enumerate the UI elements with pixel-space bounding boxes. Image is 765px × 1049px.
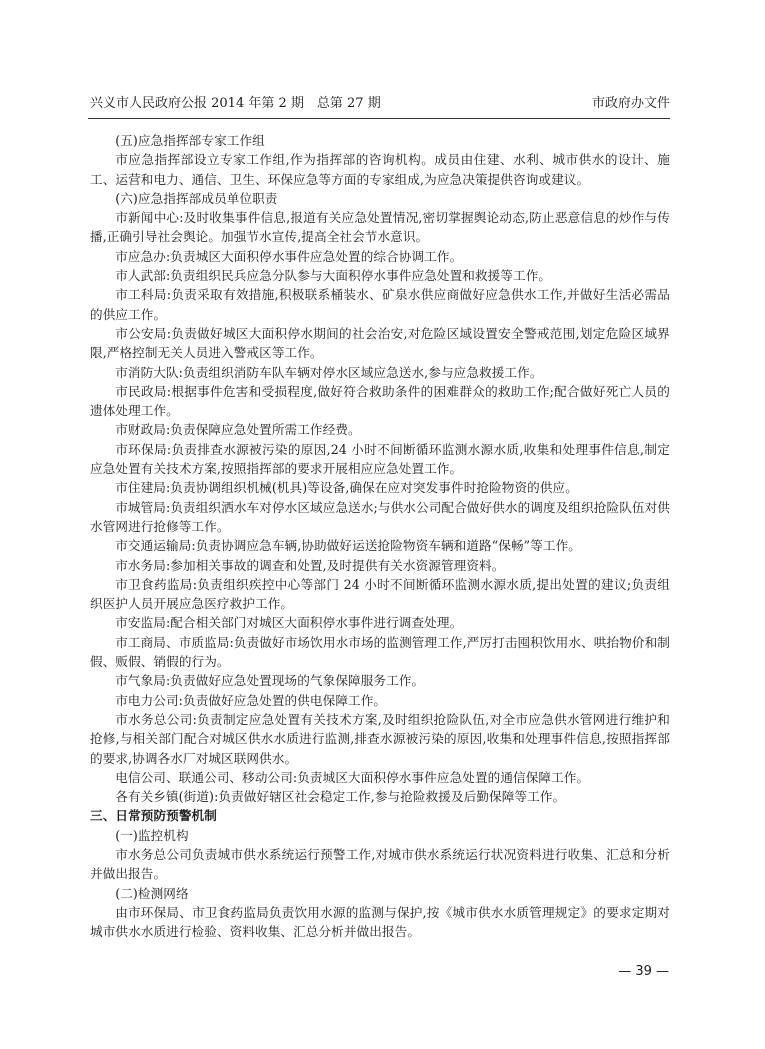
paragraph: 市工科局:负责采取有效措施,积极联系桶装水、矿泉水供应商做好应急供水工作,并做好生活必需品的供应工作。 xyxy=(90,287,670,322)
paragraph: 市环保局:负责排查水源被污染的原因,24 小时不间断循环监测水源水质,收集和处理事件信息,制定应急处置有关技术方案,按照指挥部的要求开展相应应急处置工作。 xyxy=(90,441,670,477)
paragraph: 市水务总公司:负责制定应急处置有关技术方案,及时组织抢险队伍,对全市应急供水管网进行维护和抢修,与相关部门配合对城区供水水质进行监测,排查水源被污染的原因,收集和处理事件信息,按照指挥部的要求,协调各水厂对城区联网供水。 xyxy=(90,711,670,766)
paragraph: 市应急指挥部设立专家工作组,作为指挥部的咨询机构。成员由住建、水利、城市供水的设计、施工、运营和电力、通信、卫生、环保应急等方面的专家组成,为应急决策提供咨询或建议。 xyxy=(90,152,670,187)
header-publication-info: 兴义市人民政府公报 2014 年第 2 期 总第 27 期 xyxy=(90,96,381,111)
page-number: — 39 — xyxy=(618,964,669,979)
paragraph: 市电力公司:负责做好应急处置的供电保障工作。 xyxy=(115,692,387,708)
paragraph: 电信公司、联通公司、移动公司:负责城区大面积停水事件应急处置的通信保障工作。 xyxy=(115,769,590,785)
paragraph: (二)检测网络 xyxy=(115,885,189,901)
paragraph: (五)应急指挥部专家工作组 xyxy=(115,133,265,148)
paragraph: 市城管局:负责组织洒水车对停水区域应急送水;与供水公司配合做好供水的调度及组织抢险队伍对供水管网进行抢修等工作。 xyxy=(90,499,670,534)
paragraph: 市水务局:参加相关事故的调查和处置,及时提供有关水资源管理资料。 xyxy=(115,557,505,573)
section-heading: 三、日常预防预警机制 xyxy=(90,808,217,824)
paragraph: 市水务总公司负责城市供水系统运行预警工作,对城市供水系统运行状况资料进行收集、汇总和分析并做出报告。 xyxy=(90,846,670,882)
paragraph: 市工商局、市质监局:负责做好市场饮用水市场的监测管理工作,严厉打击囤积饮用水、哄抬物价和制假、贩假、销假的行为。 xyxy=(90,634,670,670)
paragraph: 市民政局:根据事件危害和受损程度,做好符合救助条件的困难群众的救助工作;配合做好死亡人员的遗体处理工作。 xyxy=(90,383,670,419)
paragraph: 市应急办:负责城区大面积停水事件应急处置的综合协调工作。 xyxy=(115,248,463,264)
paragraph: 市卫食药监局:负责组织疾控中心等部门 24 小时不间断循环监测水源水质,提出处置的建议;负责组织医护人员开展应急医疗救护工作。 xyxy=(90,576,670,612)
running-header xyxy=(90,93,670,115)
paragraph: 由市环保局、市卫食药监局负责饮用水源的监测与保护,按《城市供水水质管理规定》的要求定期对城市供水水质进行检验、资料收集、汇总分析并做出报告。 xyxy=(90,904,670,940)
paragraph: 市住建局:负责协调组织机械(机具)等设备,确保在应对突发事件时抢险物资的供应。 xyxy=(115,480,578,496)
document-body xyxy=(90,131,670,941)
paragraph: 市消防大队:负责组织消防车队车辆对停水区域应急送水,参与应急救援工作。 xyxy=(115,364,543,380)
header-section-title: 市政府办文件 xyxy=(591,96,670,111)
paragraph: 市气象局:负责做好应急处置现场的气象保障服务工作。 xyxy=(115,673,425,689)
paragraph: (一)监控机构 xyxy=(115,827,189,843)
paragraph: 市公安局:负责做好城区大面积停水期间的社会治安,对危险区域设置安全警戒范围,划定危险区域界限,严格控制无关人员进入警戒区等工作。 xyxy=(90,325,670,361)
paragraph: 市新闻中心:及时收集事件信息,报道有关应急处置情况,密切掌握舆论动态,防止恶意信息的炒作与传播,正确引导社会舆论。加强节水宣传,提高全社会节水意识。 xyxy=(90,210,670,245)
paragraph: 市安监局:配合相关部门对城区大面积停水事件进行调查处理。 xyxy=(115,615,463,631)
paragraph: 市财政局:负责保障应急处置所需工作经费。 xyxy=(115,422,361,438)
paragraph: 市交通运输局:负责协调应急车辆,协助做好运送抢险物资车辆和道路“保畅”等工作。 xyxy=(115,538,581,554)
header-divider xyxy=(88,118,670,119)
paragraph: 市人武部:负责组织民兵应急分队参与大面积停水事件应急处置和救援等工作。 xyxy=(115,268,552,284)
paragraph: (六)应急指挥部成员单位职责 xyxy=(115,190,278,206)
paragraph: 各有关乡镇(街道):负责做好辖区社会稳定工作,参与抢险救援及后勤保障等工作。 xyxy=(115,789,566,805)
